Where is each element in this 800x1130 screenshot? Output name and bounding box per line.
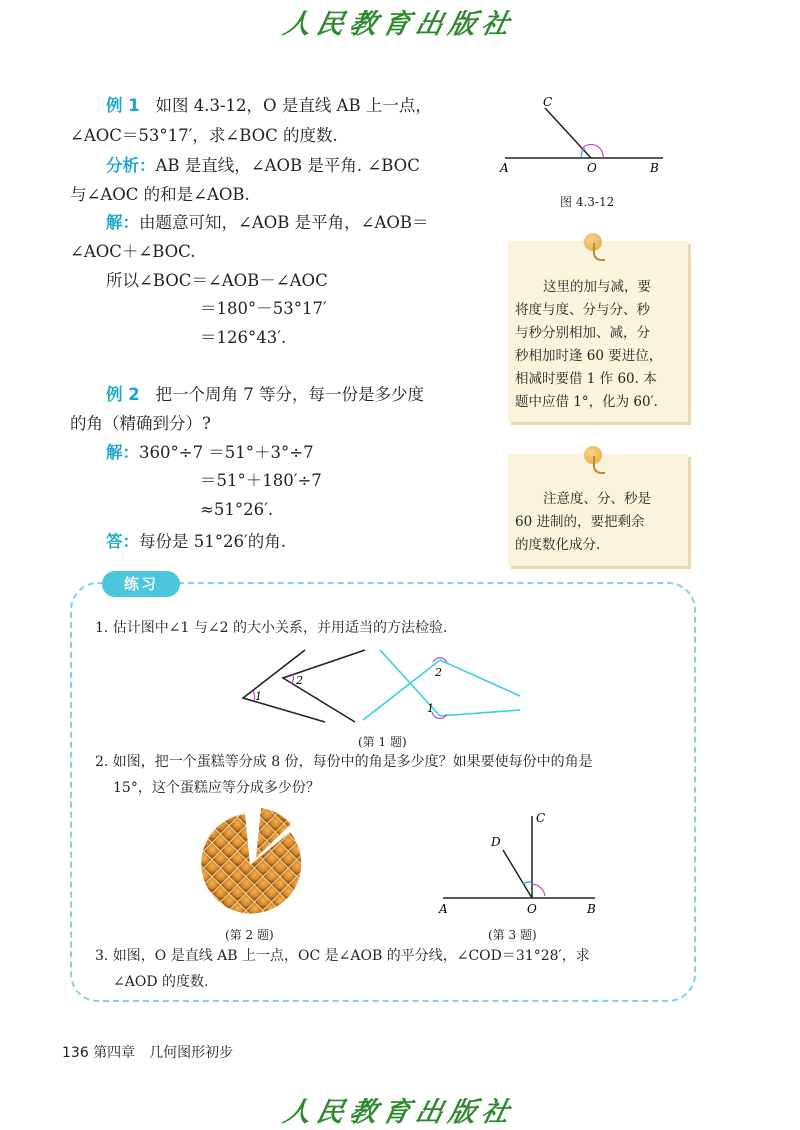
exercise-q2-line1: 2. 如图，把一个蛋糕等分成 8 份，每份中的角是多少度？如果要使每份中的角是: [95, 754, 593, 770]
pin-tail-icon: [593, 243, 605, 261]
example1-line1: [106, 95, 432, 117]
example2-solution-line2: ＝51°＋180′÷7: [200, 471, 322, 490]
q3-label-o: O: [527, 902, 537, 916]
q3-label-d: D: [491, 835, 501, 849]
q1-angle2-label: 2: [296, 674, 303, 687]
note1-line4: 秒相加时逢 60 要进位，: [515, 348, 663, 364]
pin-tail-icon-2: [593, 456, 605, 474]
fig-label-o: O: [587, 161, 597, 175]
note1-line1: 这里的加与减，要: [543, 279, 651, 295]
note1-line6: 题中应借 1°，化为 60′.: [515, 394, 658, 410]
example1-text1: 如图 4.3-12，O 是直线 AB 上一点，: [155, 96, 432, 115]
q3-caption: (第 3 题): [488, 928, 537, 942]
exercise-q3-line1: 3. 如图，O 是直线 AB 上一点，OC 是∠AOB 的平分线，∠COD＝31°28′，求: [95, 948, 590, 964]
publisher-logo-bottom: 人民教育出版社: [280, 1097, 519, 1128]
exercise-q1: 1. 估计图中∠1 与∠2 的大小关系，并用适当的方法检验.: [95, 620, 448, 636]
figure-4-3-12: [495, 92, 675, 182]
solution-text1: 由题意可知，∠AOB 是平角，∠AOB＝: [139, 213, 429, 232]
example1-solution-line2: ∠AOC＋∠BOC.: [70, 242, 196, 261]
example2-label: 例 2: [106, 385, 140, 404]
q1-figure: [235, 640, 535, 732]
q1-caption: (第 1 题): [358, 735, 407, 749]
example1-solution-line5: ＝126°43′.: [200, 328, 287, 347]
exercise-q3-line2: ∠AOD 的度数.: [113, 974, 209, 990]
q3-label-a: A: [439, 902, 448, 916]
chapter-title: 第四章 几何图形初步: [93, 1045, 234, 1061]
q3-label-c: C: [536, 811, 546, 825]
q1-angle1-label: 1: [255, 690, 262, 703]
q1-angle1b-label: 1: [427, 702, 434, 715]
example1-analysis-line1: [106, 155, 420, 177]
page-footer: [62, 1042, 233, 1062]
publisher-logo: 人民教育出版社: [280, 9, 519, 40]
analysis-text1: AB 是直线，∠AOB 是平角. ∠BOC: [155, 156, 420, 175]
example1-line2: ∠AOC＝53°17′，求∠BOC 的度数.: [70, 126, 338, 145]
note2-line1: 注意度、分、秒是: [543, 491, 651, 507]
example2-text1: 把一个周角 7 等分，每一份是多少度: [155, 385, 424, 404]
example2-solution-line1: [106, 442, 314, 464]
q3-label-b: B: [587, 902, 596, 916]
exercise-title: 练习: [102, 571, 180, 597]
cake-picture: [195, 808, 305, 918]
note1-line2: 将度与度、分与分、秒: [515, 302, 650, 318]
example1-solution-line4: ＝180°－53°17′: [200, 299, 327, 318]
note1-line5: 相减时要借 1 作 60. 本: [515, 371, 657, 387]
fig-label-c: C: [543, 95, 553, 109]
q1-angle2b-label: 2: [435, 666, 442, 679]
note2-line2: 60 进制的，要把剩余: [515, 514, 645, 530]
q2-caption: (第 2 题): [225, 928, 274, 942]
example2-solution-line3: ≈51°26′.: [200, 500, 274, 519]
example1-solution-line1: [106, 212, 429, 234]
example2-line1: [106, 384, 424, 406]
answer-text: 每份是 51°26′的角.: [139, 532, 286, 551]
example1-solution-line3: 所以∠BOC＝∠AOB－∠AOC: [106, 271, 328, 290]
answer-label: 答：: [106, 532, 139, 551]
fig-label-b: B: [650, 161, 659, 175]
analysis-label: 分析：: [106, 156, 156, 175]
exercise-q2-line2: 15°，这个蛋糕应等分成多少份？: [113, 780, 320, 796]
fig-label-a: A: [500, 161, 509, 175]
example2-answer: [106, 531, 286, 553]
example2-solution-label: 解：: [106, 443, 139, 462]
solution-label: 解：: [106, 213, 139, 232]
note2-line3: 的度数化成分.: [515, 537, 601, 553]
note1-line3: 与秒分别相加、减，分: [515, 325, 650, 341]
example1-analysis-line2: 与∠AOC 的和是∠AOB.: [70, 185, 250, 204]
page-number: 136: [62, 1045, 89, 1061]
example2-line2: 的角（精确到分）?: [70, 414, 211, 433]
example1-label: 例 1: [106, 96, 140, 115]
example2-solution-text1: 360°÷7 ＝51°＋3°÷7: [139, 443, 314, 462]
figure-caption: 图 4.3-12: [560, 195, 615, 209]
q3-figure: [435, 808, 610, 918]
